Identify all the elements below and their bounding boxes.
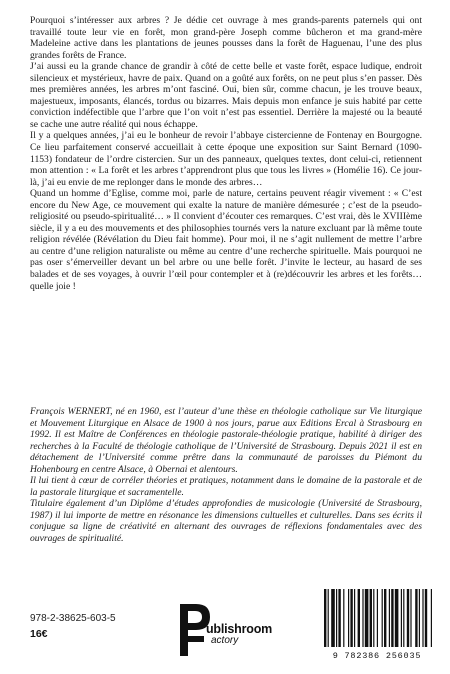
bio-paragraph: Il lui tient à cœur de corréler théories et pratiques, notamment dans le domaine de la pastorale et de la pastorale liturgique et sacramentelle. [30,475,422,498]
main-paragraph: Quand un homme d’Eglise, comme moi, parle de nature, certains peuvent réagir vivement : « C’est encore du New Age, ce mouvement qui exalte la nature de manière démesurée ; c’est de la pseudo-religiosité ou pseudo-spiritualité… » Il convient d’écouter ces remarques. C’est vrai, dès le XVIIIème siècle, il y a eu des mouvements et des philosophies tournés vers la nature excluant par là même toute religion révélée (Révélation du Dieu fait homme). Pour moi, il ne s’agit nullement de mettre l’arbre au centre d’une religion naturaliste ou même au centre d’une recherche spirituelle. Mais pourquoi ne pas oser s’émerveiller devant un bel arbre ou une belle forêt. J’invite le lecteur, au hasard de ses balades et de ses voyages, à ouvrir l’œil pour contempler et à (re)découvrir les arbres et les forêts… quelle joie ! [30,188,422,292]
price-text: 16€ [30,628,48,640]
barcode-icon [316,585,438,651]
author-bio-block [30,406,422,545]
main-paragraph: Pourquoi s’intéresser aux arbres ? Je dédie cet ouvrage à mes grands-parents paternels qui ont travaillé toute leur vie en forêt, mon grand-père Joseph comme bûcheron et ma grand-mère Madeleine active dans les plantations de jeunes pousses dans la forêt de Haguenau, l’une des plus grandes forêts de France. [30,15,422,61]
barcode [316,585,438,665]
publisher-name-line1: ublishroom [206,622,273,636]
main-text-block [30,15,422,292]
isbn-text: 978-2-38625-603-5 [30,613,116,624]
main-paragraph: J’ai aussi eu la grande chance de grandir à côté de cette belle et vaste forêt, espace ludique, endroit silencieux et mystérieux, havre de paix. Quand on a goûté aux forêts, on ne peut plus s’en passer. Dès mes premières années, les arbres m’ont fasciné. Oui, bien sûr, comme chacun, je les trouve beaux, majestueux, imposants, élancés, tordus ou bizarres. Mais depuis mon enfance je suis habité par cette conviction indéfectible que l’arbre que l’on voit n’est pas essentiel. Derrière la majesté ou la beauté se cache une autre réalité qui nous échappe. [30,61,422,130]
main-paragraph: Il y a quelques années, j’ai eu le bonheur de revoir l’abbaye cistercienne de Fontenay en Bourgogne. Ce lieu parfaitement conservé accueillait à cette époque une exposition sur Saint Bernard (1090-1153) fondateur de l’ordre cistercien. Sur un des panneaux, quelques textes, dont celui-ci, retiennent mon attention : « La forêt et les arbres t’apprendront plus que tous les livres » (Homélie 16). Ce jour-là, j’ai eu envie de me replonger dans le monde des arbres… [30,130,422,188]
publisher-name-line2: actory [211,635,239,646]
publisher-logo [178,600,288,658]
bio-paragraph: François WERNERT, né en 1960, est l’auteur d’une thèse en théologie catholique sur Vie liturgique et Mouvement Liturgique en Alsace de 1900 à nos jours, parue aux Editions Ercal à Strasbourg en 1992. Il est Maître de Conférences en théologie pastorale-théologie pratique, habilité à diriger des recherches à la Faculté de théologie catholique de l’Université de Strasbourg. Depuis 2021 il est en détachement de l’Université comme prêtre dans la communauté de paroisses du Piémont du Hohenbourg en centre Alsace, à Obernai et alentours. [30,406,422,475]
bio-paragraph: Titulaire également d’un Diplôme d’études approfondies de musicologie (Université de Strasbourg, 1987) il lui importe de mettre en résonance les dimensions cultuelles et culturelles. Dans ses écrits il conjugue sa ligne de créativité en alternant des ouvrages de réflexions fondamentales avec des ouvrages de spiritualité. [30,498,422,545]
barcode-digits: 9 782386 256035 [332,651,422,661]
